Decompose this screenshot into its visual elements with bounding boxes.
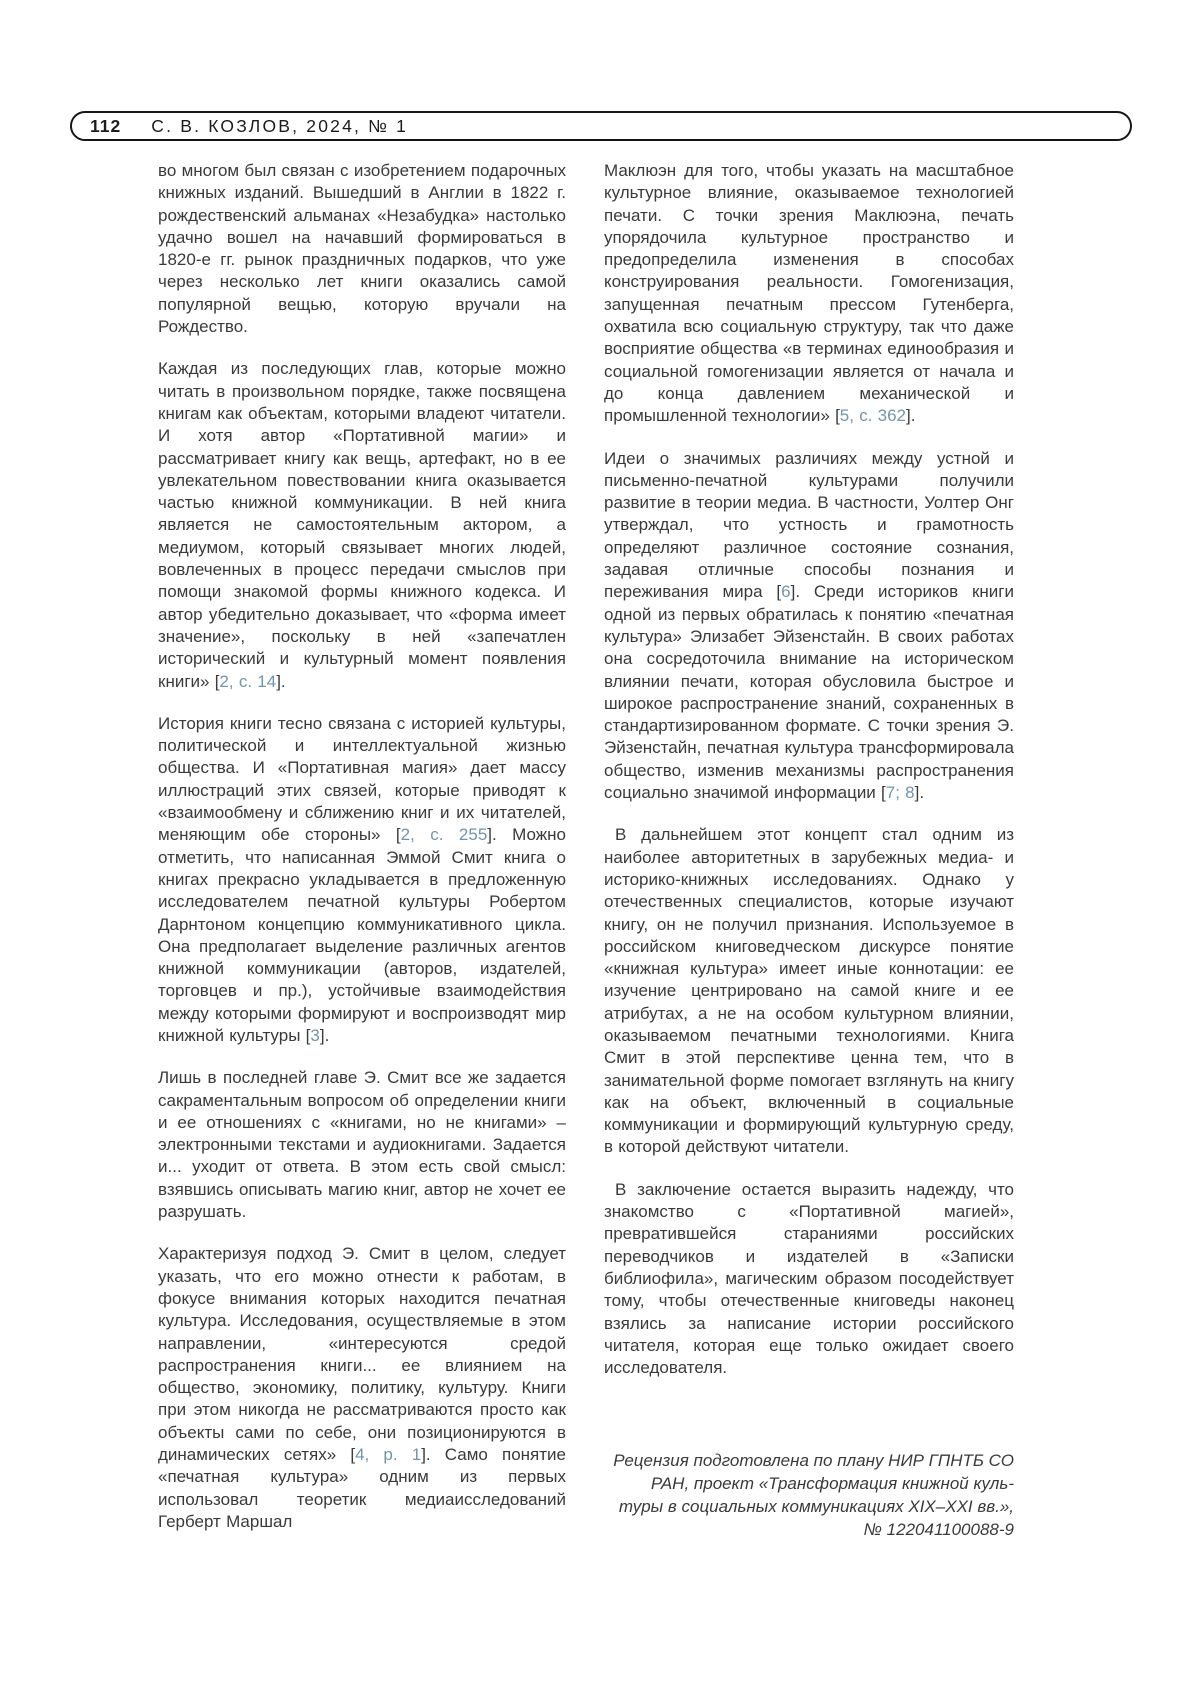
article-body	[158, 160, 1014, 1541]
citation-ref[interactable]: 5, с. 362	[839, 406, 907, 426]
citation-ref[interactable]: 4, p. 1	[355, 1445, 422, 1465]
citation-ref[interactable]: 2, с. 255	[400, 825, 488, 845]
right-column-paragraphs	[604, 160, 1014, 1379]
paragraph	[158, 358, 566, 692]
paragraph	[604, 448, 1014, 805]
note-line: Рецензия подготовлена по плану НИР ГПНТБ СО	[613, 1451, 1014, 1471]
paragraph	[158, 713, 566, 1047]
right-column	[604, 160, 1014, 1541]
text-segment: ]. Среди историков книги одной из первых обратилась к понятию «печатная культура» Элизабет Эйзенстайн. В своих работах она сосредоточила внимание на историческом влиянии печати, которая обусловила быстрое и широкое распространение знаний, сохраненных в стандартизированном формате. С точки зрения Э. Эйзенстайн, печатная культура трансформировала общество, изменив механизмы распространения социально значимой информации [	[604, 582, 1014, 803]
note-line: № 122041100088-9	[863, 1520, 1014, 1540]
citation-ref[interactable]: 7; 8	[885, 783, 915, 803]
text-segment: ].	[906, 406, 916, 426]
page-number: 112	[90, 115, 122, 136]
text-segment: Характеризуя подход Э. Смит в целом, следует указать, что его можно отнести к работам, в фокусе внимания которых находится печатная культура. Исследования, осуществляемые в этом направлении, «интересуются средой распространения книги... ее влиянием на общество, экономику, политику, культуру. Книги при этом никогда не рассматриваются просто как объекты сами по себе, они позиционируются в динамических сетях» [	[158, 1244, 566, 1465]
left-column	[158, 160, 566, 1541]
text-segment: ]. Само понятие «печатная культура» одним из первых использовал теоретик медиаисследований Герберт Маршал	[158, 1445, 566, 1531]
paragraph	[158, 1243, 566, 1533]
running-title: С. В. КОЗЛОВ, 2024, № 1	[151, 115, 409, 136]
paragraph	[158, 1067, 566, 1223]
citation-ref[interactable]: 2, с. 14	[219, 671, 277, 691]
text-segment: ].	[914, 783, 925, 803]
text-segment: Каждая из последующих глав, которые можно читать в произвольном порядке, также посвящена книгам как объектам, которыми владеют читатели. И хотя автор «Портативной магии» и рассматривает книгу как вещь, артефакт, но в ее увлекательном повествовании книга оказывается частью книжной коммуникации. В ней книга является не самостоятельным актором, а медиумом, который связывает многих людей, вовлеченных в процесс передачи смыслов при помощи знакомой формы книжного кодекса. И автор убедительно доказывает, что «форма имеет значение», поскольку в ней «запечатлен исторический и культурный момент появления книги» [	[158, 359, 566, 691]
paragraph	[158, 160, 566, 338]
citation-ref[interactable]: 3	[310, 1025, 320, 1045]
text-segment: История книги тесно связана с историей культуры, политической и интеллектуальной жизнью общества. И «Портативная магия» дает массу иллюстраций этих связей, которые приводят к «взаимообмену и сближению книг и их читателей, меняющим обе стороны» [	[158, 713, 566, 845]
text-segment: Лишь в последней главе Э. Смит все же задается сакраментальным вопросом об определении книги и ее отношениях с «книгами, но не книгами» – электронными текстами и аудиокнигами. Задается и... уходит от ответа. В этом есть свой смысл: взявшись описывать магию книг, автор не хочет ее разрушать.	[158, 1068, 566, 1222]
text-segment: Идеи о значимых различиях между устной и письменно-печатной культурами получили развитие в теории медиа. В частности, Уолтер Онг утверждал, что устность и грамотность определяют различное состояние сознания, задавая отличные способы познания и переживания мира [	[604, 448, 1014, 602]
text-segment: во многом был связан с изобретением подарочных книжных изданий. Вышедший в Англии в 1822 г. рождественский альманах «Незабудка» настолько удачно вошел на начавший формироваться в 1820-е гг. рынок праздничных подарков, что уже через несколько лет книги оказались самой популярной вещью, которую вручали на Рождество.	[158, 161, 566, 337]
text-segment: ].	[319, 1025, 330, 1045]
paragraph	[604, 824, 1014, 1158]
text-segment: В дальнейшем этот концепт стал одним из наиболее авторитетных в зарубежных медиа- и историко-книжных исследованиях. Однако у отечественных специалистов, которые изучают книгу, он не получил признания. Используемое в российском книговедческом дискурсе понятие «книжная культура» имеет иные коннотации: ее изучение центрировано на самой книге и ее атрибутах, а не на особом культурном влиянии, оказываемом печатными технологиями. Книга Смит в этой перспективе ценна тем, что в занимательной форме помогает взглянуть на книгу как на объект, включенный в социальные коммуникации и формирующий культурную среду, в которой действуют читатели.	[604, 825, 1014, 1157]
text-segment: ].	[276, 671, 286, 691]
text-segment: Маклюэн для того, чтобы указать на масштабное культурное влияние, оказываемое технологией печати. С точки зрения Маклюэна, печать упорядочила культурное пространство и предопределила изменения в способах конструирования реальности. Гомогенизация, запущенная печатным прессом Гутенберга, охватила всю социальную структуру, так что даже восприятие общества «в терминах единообразия и социальной гомогенизации является от начала и до конца давлением механической и промышленной технологии» [	[604, 161, 1014, 426]
paragraph	[604, 1179, 1014, 1380]
funding-note	[604, 1449, 1014, 1541]
paragraph	[604, 160, 1014, 428]
note-line: туры в социальных коммуникациях XIX–XXI вв.»,	[618, 1497, 1014, 1517]
citation-ref[interactable]: 6	[781, 582, 791, 602]
note-line: РАН, проект «Трансформация книжной куль-	[650, 1474, 1014, 1494]
text-segment: ]. Можно отметить, что написанная Эммой Смит книга о книгах прекрасно укладывается в предложенную исследователем печатной культуры Робертом Дарнтоном концепцию коммуникативного цикла. Она предполагает выделение различных агентов книжной коммуникации (авторов, издателей, торговцев и пр.), устойчивые взаимодействия между которыми формируют и воспроизводят мир книжной культуры [	[158, 825, 567, 1045]
running-header	[70, 111, 1132, 141]
text-segment: В заключение остается выразить надежду, что знакомство с «Портативной магией», превратившейся стараниями российских переводчиков и издателей в «Записки библиофила», магическим образом посодействует тому, чтобы отечественные книговеды наконец взялись за написание истории российского читателя, которая еще только ожидает своего исследователя.	[604, 1179, 1014, 1378]
